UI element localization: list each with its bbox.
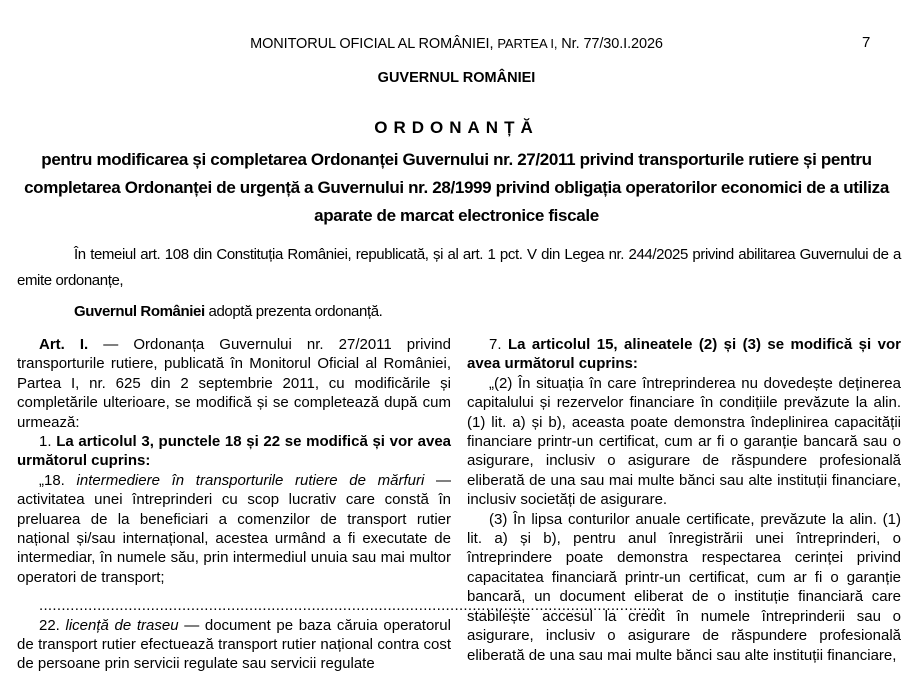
page-number: 7 [862, 34, 871, 51]
point-heading: La articolul 15, alineatele (2) și (3) se modifică și vor avea următorul cuprins: [467, 336, 901, 373]
adoption-formula [74, 303, 382, 320]
preamble [17, 242, 901, 294]
item-text: — document pe baza căruia operatorul de transport rutier efectuează transport rutier național contra cost de persoane prin servicii regulate sau servicii regulate [17, 616, 451, 673]
preamble-text: În temeiul art. 108 din Constituția României, republicată, și al art. 1 pct. V din Legea nr. 244/2025 privind abilitarea Guvernului de a emite ordonanțe, [17, 246, 901, 289]
issue-number: Nr. 77/30.I.2026 [561, 36, 663, 52]
item-prefix: „18. [39, 471, 77, 489]
document-type-heading: ORDONANȚĂ [374, 118, 539, 137]
item-term: licență de traseu [65, 616, 179, 634]
running-header [0, 36, 913, 52]
publication-name: MONITORUL OFICIAL AL ROMÂNIEI, [250, 36, 494, 52]
adoption-text: adoptă prezenta ordonanță. [204, 303, 383, 320]
document-title: pentru modificarea și completarea Ordonanței Guvernului nr. 27/2011 privind transporturile rutiere și pentru completarea Ordonanței de urgență a Guvernului nr. 28/1999 privind obligația operatorilor economici de a utiliza aparate de marcat electronice fiscale [24, 150, 889, 225]
publication-part: PARTEA I, [497, 36, 558, 51]
item-prefix: 22. [39, 616, 66, 634]
item-term: intermediere în transporturile rutiere de mărfuri [76, 471, 425, 489]
point-7 [467, 335, 901, 374]
point-number: 7. [489, 336, 508, 353]
paragraph-2: „(2) În situația în care întreprinderea nu dovedește deținerea capitalului și rezervelor financiare în condițiile prevăzute la alin. (1) lit. a) și b), aceasta poate demonstra îndeplinirea capacității financiare printr-un certificat, cum ar fi o garanție bancară sau o asigurare, inclusiv o asigurare de răspundere profesională eliberată de una sau mai multe bănci sau alte instituții financiare, inclusiv societăți de asigurare. [467, 374, 901, 509]
adoption-subject: Guvernul României [74, 303, 205, 320]
item-text: — activitatea unei întreprinderi cu scop lucrativ care constă în preluarea de la beneficiari a comenzilor de transport rutier național și/sau internațional, acestea urmând a fi executate de intermediar, în numele său, prin intermediul unuia sau mai multor operatori de transport; [17, 471, 452, 586]
point-1 [17, 432, 451, 471]
article-one [17, 335, 451, 432]
paragraph-3: (3) În lipsa conturilor anuale certificate, prevăzute la alin. (1) lit. a) și b), pentru anul înregistrării unei întreprinderi, o întreprindere poate demonstra respectarea cerinței privind capacitatea financiară printr-un certificat, cum ar fi o garanție bancară, un document eliberat de o instituție financiară care stabilește accesul la credit în numele întreprinderii sau o asigurare, inclusiv o asigurare de răspundere profesională eliberată de una sau mai multe bănci sau alte instituții financiare, [467, 510, 901, 664]
point-number: 1. [39, 433, 57, 451]
left-column [17, 335, 660, 674]
issuer-heading: GUVERNUL ROMÂNIEI [377, 70, 536, 86]
article-label: Art. I. [39, 336, 89, 353]
omission-dots: ........................................................................................................................................... [39, 597, 660, 615]
point-heading: La articolul 3, punctele 18 și 22 se modifică și vor avea următorul cuprins: [17, 433, 451, 470]
right-column [467, 335, 901, 665]
item-22 [17, 616, 451, 674]
item-18 [17, 471, 451, 587]
article-text: — Ordonanța Guvernului nr. 27/2011 privind transporturile rutiere, publicată în Monitorul Oficial al României, Partea I, nr. 625 din 2 septembrie 2011, cu modificările și completările ulterioare, se modifică și se completează după cum urmează: [17, 336, 451, 431]
